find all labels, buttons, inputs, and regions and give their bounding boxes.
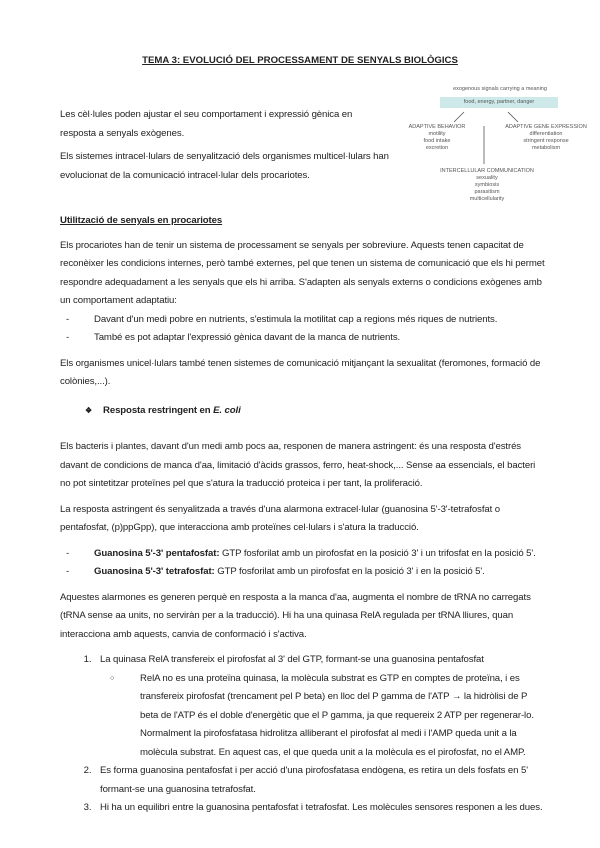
list-item: - Davant d'un medi pobre en nutrients, s'estimula la motilitat cap a regions més riques de nutrients. (94, 311, 545, 330)
step-item: 3. Hi ha un equilibri entre la guanosina pentafosfat i tetrafosfat. Les molècules sensores responen a les dues. (94, 799, 545, 818)
signals-figure (402, 84, 598, 210)
paragraph: La resposta astringent és senyalitzada a través d'una alarmona extracel·lular (guanosina 5'-3'-tetrafosfat o pentafosfat, (p)ppGpp), que interacciona amb proteïnes cel·lulars i s'atura la traducció. (60, 503, 500, 533)
figure-bottom: INTERCELLULAR COMMUNICATION sexuality symbiosis parasitism multicellularity (440, 168, 534, 202)
main-content (60, 212, 545, 818)
definition-item: - Guanosina 5'-3' pentafosfat: GTP fosforilat amb un pirofosfat en la posició 3' i un trifosfat en la posició 5'. (94, 545, 545, 564)
definition-item: - Guanosina 5'-3' tetrafosfat: GTP fosforilat amb un pirofosfat en la posició 3' i en la posició 5'. (94, 563, 545, 582)
subsection-heading: ❖ Resposta restringent en E. coli (60, 402, 545, 421)
intro (60, 106, 390, 185)
figure-left: ADAPTIVE BEHAVIOR motility food intake excretion (408, 124, 466, 151)
figure-caption: exogenous signals carrying a meaning (453, 86, 547, 92)
intro-paragraph: Les cèl·lules poden ajustar el seu comportament i expressió gènica en resposta a senyals exògenes. (60, 109, 353, 139)
paragraph: Els organismes unicel·lulars també tenen sistemes de comunicació mitjançant la sexualitat (feromones, formació de colònies,...). (60, 357, 541, 387)
step-item: 2. Es forma guanosina pentafosfat i per acció d'una pirofosfatasa endògena, es retira un dels fosfats en 5' formant-se una guanosina tetrafosfat. (94, 762, 545, 799)
diamond-bullet-icon: ❖ (85, 405, 93, 415)
step-item: 1. La quinasa RelA transfereix el pirofosfat al 3' del GTP, formant-se una guanosina pentafosfat ○ RelA no es una proteïna quinasa, la molècula substrat es GTP en comptes de proteïna, i es transfereix pirofosfat (trencament pel P beta) en lloc del P gamma de l'ATP → la hidròlisi de P beta de l'ATP és el doble d'energètic que el P gamma, ja que requereix 2 ATP per regenerar-lo. Normalment la pirofosfatasa hidrolitza alliberant el pirofosfat al medi i l'AMP queda unit a la molècula substrat. En aquest cas, el que queda unit a la molècula es el pirofosfat, no el AMP. (94, 651, 545, 762)
intro-paragraph: Els sistemes intracel·lulars de senyalització dels organismes multicel·lulars han evolucionat de la comunicació intracel·lular dels procariotes. (60, 151, 389, 181)
sub-item: ○ RelA no es una proteïna quinasa, la molècula substrat es GTP en comptes de proteïna, i es transfereix pirofosfat (trencament pel P beta) en lloc del P gamma de l'ATP → la hidròlisi de P beta de l'ATP és el doble d'energètic que el P gamma, ja que requereix 2 ATP per regenerar-lo. Normalment la pirofosfatasa hidrolitza alliberant el pirofosfat al medi i l'AMP queda unit a la molècula substrat. En aquest cas, el que queda unit a la molècula es el pirofosfat, no el AMP. (134, 670, 545, 763)
list-item: - També es pot adaptar l'expressió gènica davant de la manca de nutrients. (94, 329, 545, 348)
figure-box: food, energy, partner, danger (440, 97, 558, 108)
page-title: TEMA 3: EVOLUCIÓ DEL PROCESSAMENT DE SENYALS BIOLÒGICS (142, 55, 458, 66)
paragraph: Els procariotes han de tenir un sistema de processament se senyals per sobreviure. Aquests tenen capacitat de reconèixer les condicions internes, però també externes, pel que tenen un sistema de comunicació que els hi permet respondre adequadament a les senyals que els hi arriba. S'adapten als senyals externs o condicions exògenes amb un comportament adaptatiu: (60, 239, 545, 306)
section-heading: Utilització de senyals en procariotes (60, 215, 223, 226)
section-prokaryotes (60, 212, 545, 392)
figure-right: ADAPTIVE GENE EXPRESSION differentiation stringent response metabolism (505, 124, 587, 151)
paragraph: Aquestes alarmones es generen perquè en resposta a la manca d'aa, augmenta el nombre de tRNA no carregats (tRNA sense aa units, no serviràn per a la traducció). Hi ha una quinasa RelA regulada per tRNA lliures, quan interacciona amb aquests, canvia de conformació i s'activa. (60, 591, 531, 640)
section-stringent (60, 402, 545, 818)
paragraph: Els bacteris i plantes, davant d'un medi amb pocs aa, responen de manera astringent: és una resposta d'estrés davant de condicions de manca d'aa, limitació d'àcids grassos, ferro, heat-shock,... Sense aa essencials, el bacteri no pot sintetitzar proteïnes pel que s'atura la traducció proteica i per tant, la proliferació. (60, 441, 536, 489)
